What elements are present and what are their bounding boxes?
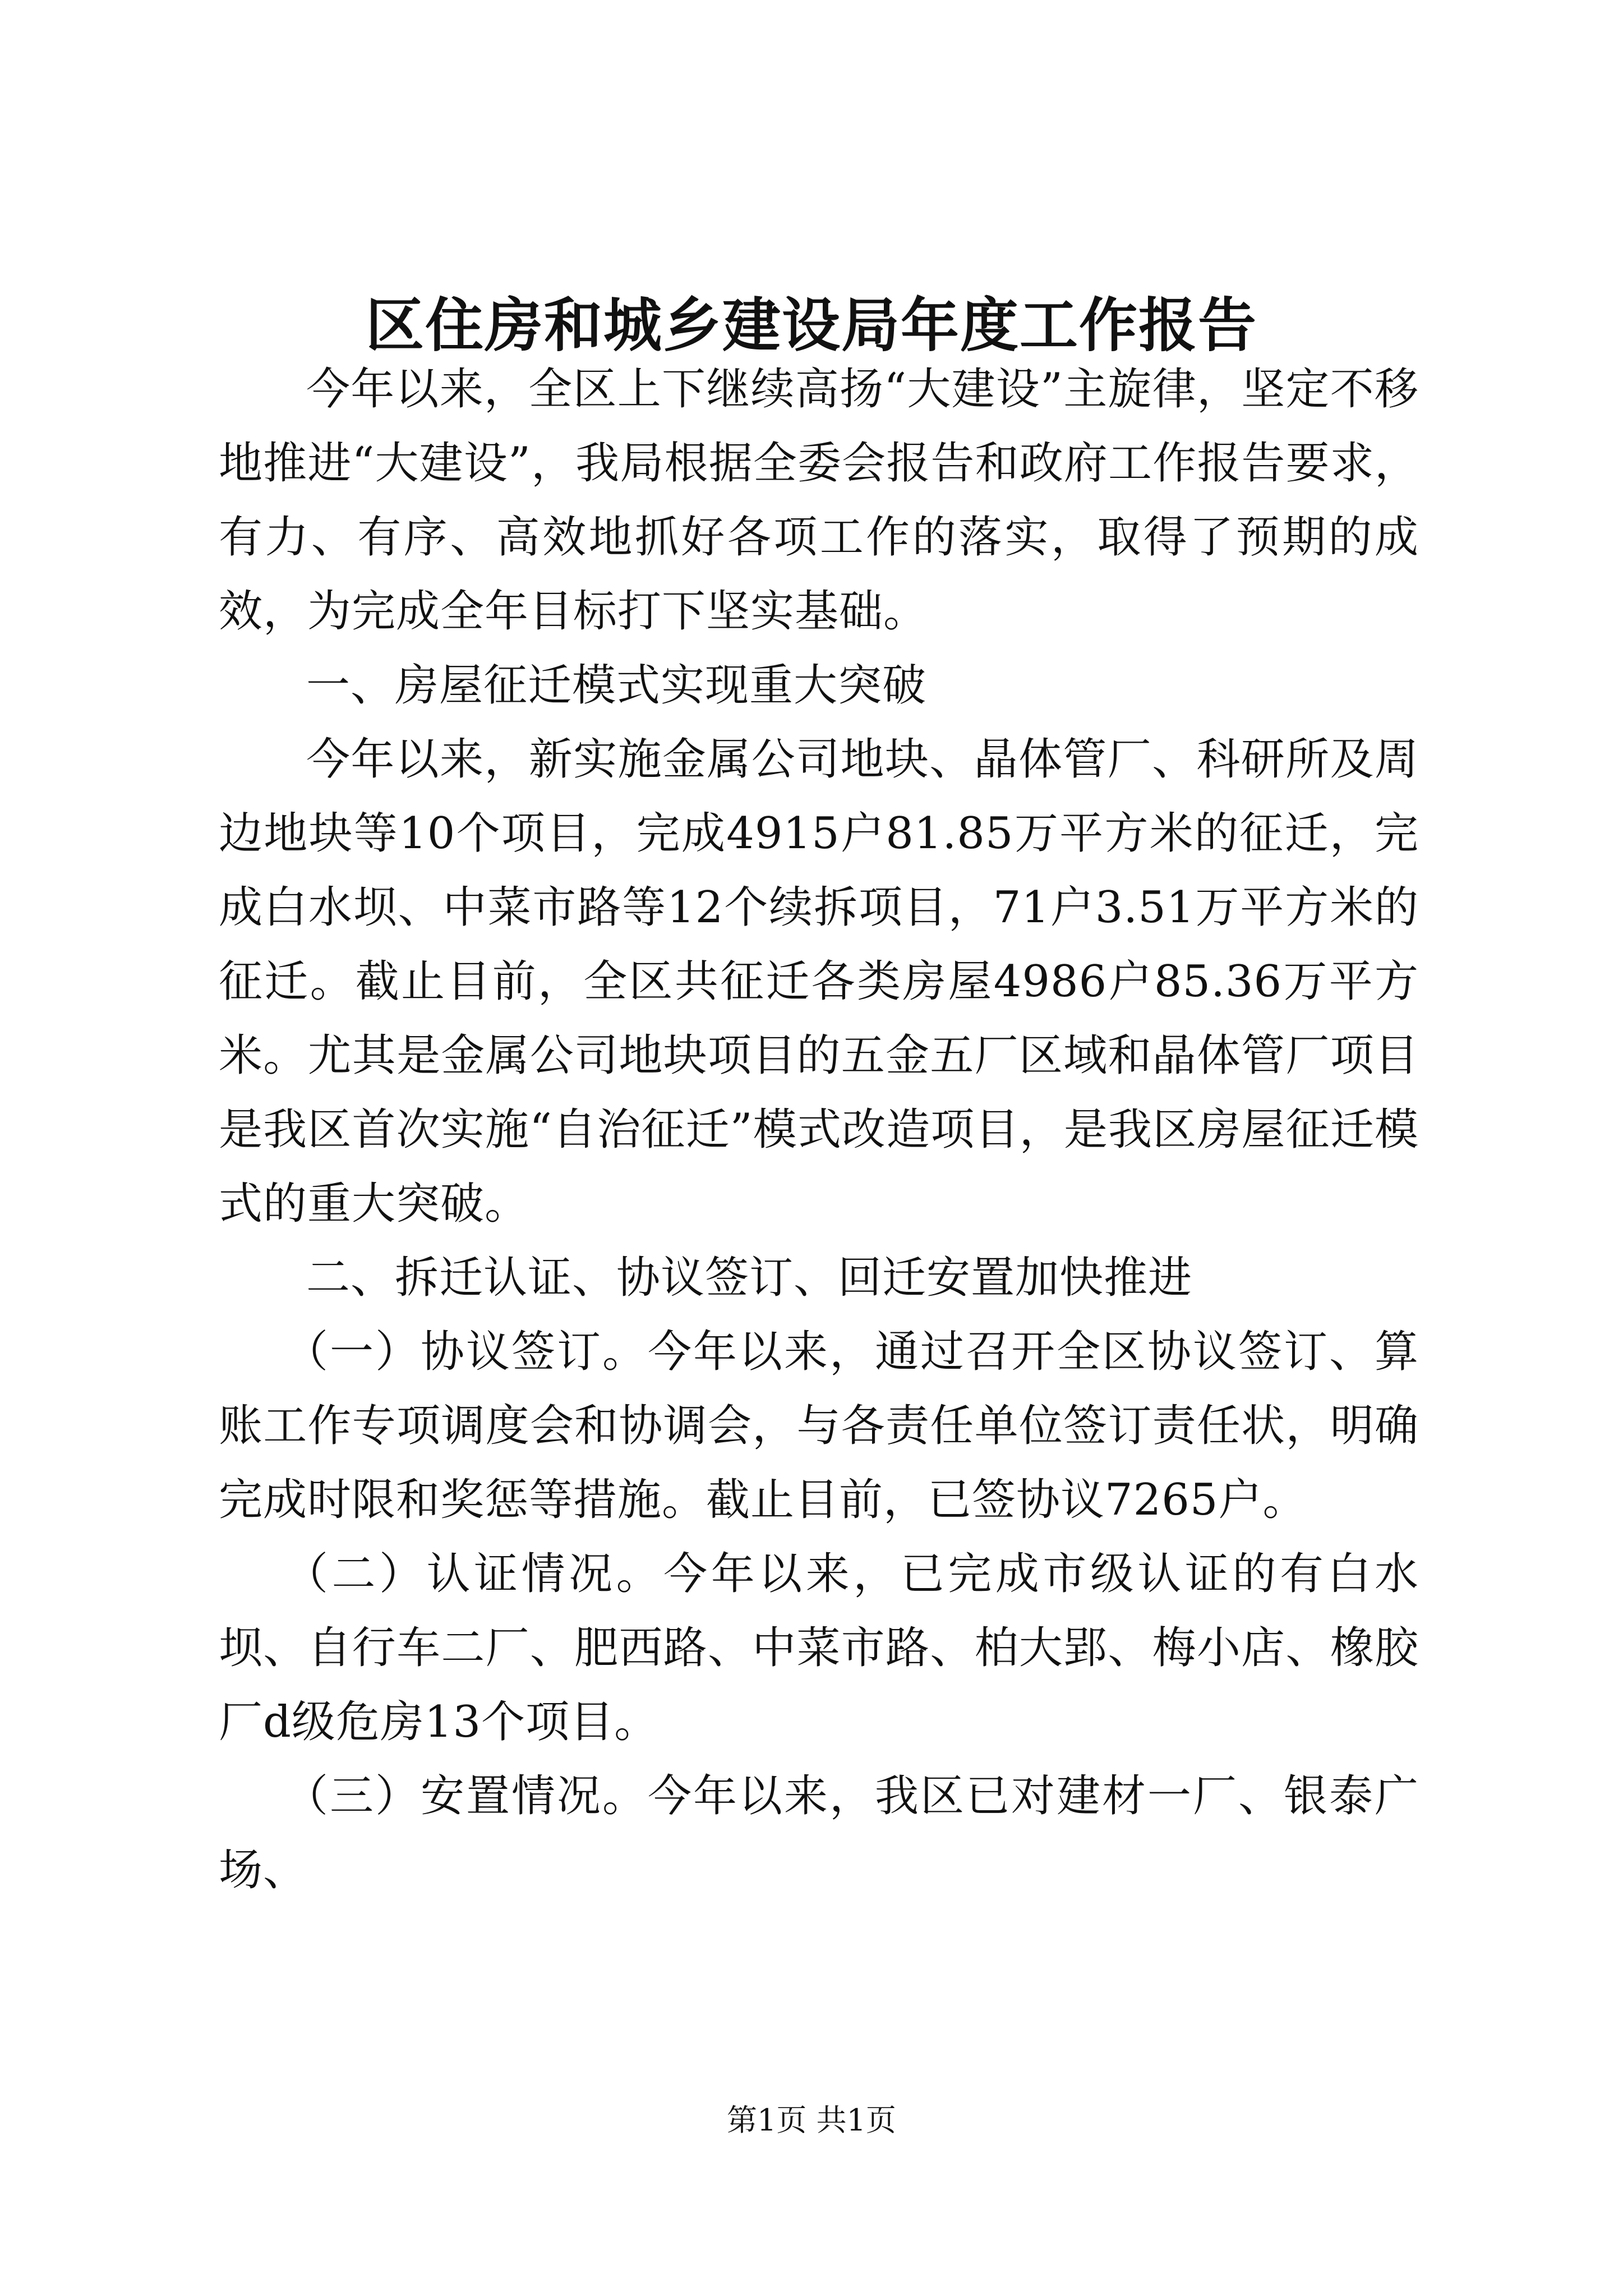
paragraph-certification: （二）认证情况。今年以来，已完成市级认证的有白水坝、自行车二厂、肥西路、中菜市路、柏大郢、梅小店、橡胶厂d级危房13个项目。 — [219, 1549, 1419, 1747]
paragraph-resettlement: （三）安置情况。今年以来，我区已对建材一厂、银泰广场、 — [219, 1771, 1419, 1895]
section-heading-1: 一、房屋征迁模式实现重大突破 — [306, 660, 927, 711]
paragraph-agreement-signing: （一）协议签订。今年以来，通过召开全区协议签订、算账工作专项调度会和协调会，与各责任单位签订责任状，明确完成时限和奖惩等措施。截止目前，已签协议7265户。 — [219, 1327, 1419, 1525]
paragraph-intro: 今年以来，全区上下继续高扬“大建设”主旋律，坚定不移地推进“大建设”，我局根据全委会报告和政府工作报告要求，有力、有序、高效地抓好各项工作的落实，取得了预期的成效，为完成全年目标打下坚实基础。 — [219, 364, 1419, 637]
paragraph-section-1: 今年以来，新实施金属公司地块、晶体管厂、科研所及周边地块等10个项目，完成4915户81.85万平方米的征迁，完成白水坝、中菜市路等12个续拆项目，71户3.51万平方米的征迁。截止目前，全区共征迁各类房屋4986户85.36万平方米。尤其是金属公司地块项目的五金五厂区域和晶体管厂项目是我区首次实施“自治征迁”模式改造项目，是我区房屋征迁模式的重大突破。 — [219, 734, 1419, 1229]
page-footer — [0, 2098, 1623, 2143]
section-heading-2: 二、拆迁认证、协议签订、回迁安置加快推进 — [306, 1253, 1193, 1303]
document-body — [219, 352, 1419, 1907]
page-number-label: 第1页 共1页 — [727, 2102, 896, 2138]
document-title: 区住房和城乡建设局年度工作报告 — [365, 291, 1257, 360]
